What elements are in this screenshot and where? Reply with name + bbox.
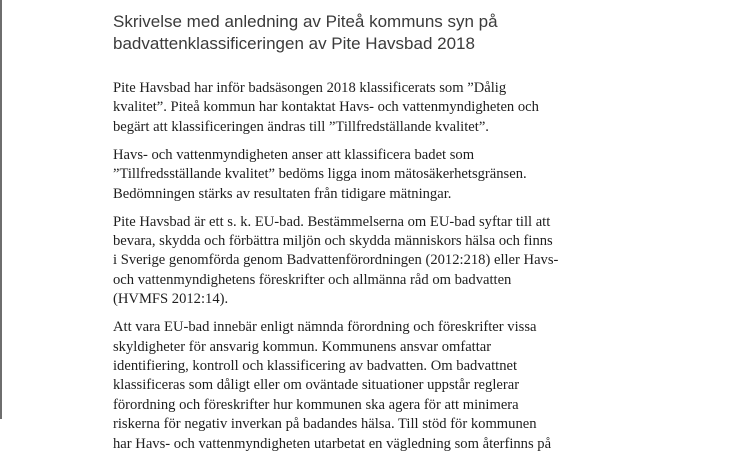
document-title-line: Skrivelse med anledning av Piteå kommuns syn på: [113, 12, 498, 31]
text-line: kvalitet”. Piteå kommun har kontaktat Havs- och vattenmyndigheten och: [113, 99, 539, 116]
text-line: Pite Havsbad är ett s. k. EU-bad. Bestämmelserna om EU-bad syftar till att: [113, 213, 551, 230]
text-line: riskerna för negativ inverkan på badandes hälsa. Till stöd för kommunen: [113, 416, 537, 433]
text-line: Havs- och vattenmyndigheten anser att klassificera badet som: [113, 146, 475, 163]
text-line: förordning och föreskrifter hur kommunen ska agera för att minimera: [113, 396, 519, 413]
paragraph-eu-bath: [113, 213, 713, 310]
document-body: [113, 79, 713, 463]
text-line: ”Tillfredsställande kvalitet” bedöms ligga inom mätosäkerhetsgränsen.: [113, 166, 527, 183]
paragraph-agency-view: [113, 146, 713, 204]
text-line: har Havs- och vattenmyndigheten utarbetat en vägledning som återfinns på: [113, 435, 552, 452]
text-line: klassificeras som dåligt eller om oväntade situationer uppstår reglerar: [113, 377, 520, 394]
text-line: och vattenmyndighetens föreskrifter och allmänna råd om badvatten: [113, 271, 512, 288]
paragraph-obligations: [113, 318, 713, 454]
paragraph-classification: [113, 79, 713, 137]
text-line: Bedömningen stärks av resultaten från tidigare mätningar.: [113, 185, 452, 202]
text-line: Att vara EU-bad innebär enligt nämnda förordning och föreskrifter vissa: [113, 319, 537, 336]
text-line: i Sverige genomförda genom Badvattenförordningen (2012:218) eller Havs-: [113, 252, 559, 269]
document-title: [113, 11, 673, 55]
document-title-line: badvattenklassificeringen av Pite Havsbad 2018: [113, 34, 475, 53]
text-line: skyldigheter för ansvarig kommun. Kommunens ansvar omfattar: [113, 338, 492, 355]
text-line: bevara, skydda och förbättra miljön och skydda människors hälsa och finns: [113, 233, 553, 250]
text-line: begärt att klassificeringen ändras till ”Tillfredställande kvalitet”.: [113, 118, 489, 135]
text-line: identifiering, kontroll och klassificering av badvatten. Om badvattnet: [113, 358, 518, 375]
text-line: (HVMFS 2012:14).: [113, 291, 229, 308]
text-line: Pite Havsbad har inför badsäsongen 2018 klassificerats som ”Dålig: [113, 80, 507, 96]
scan-edge: [0, 0, 2, 419]
